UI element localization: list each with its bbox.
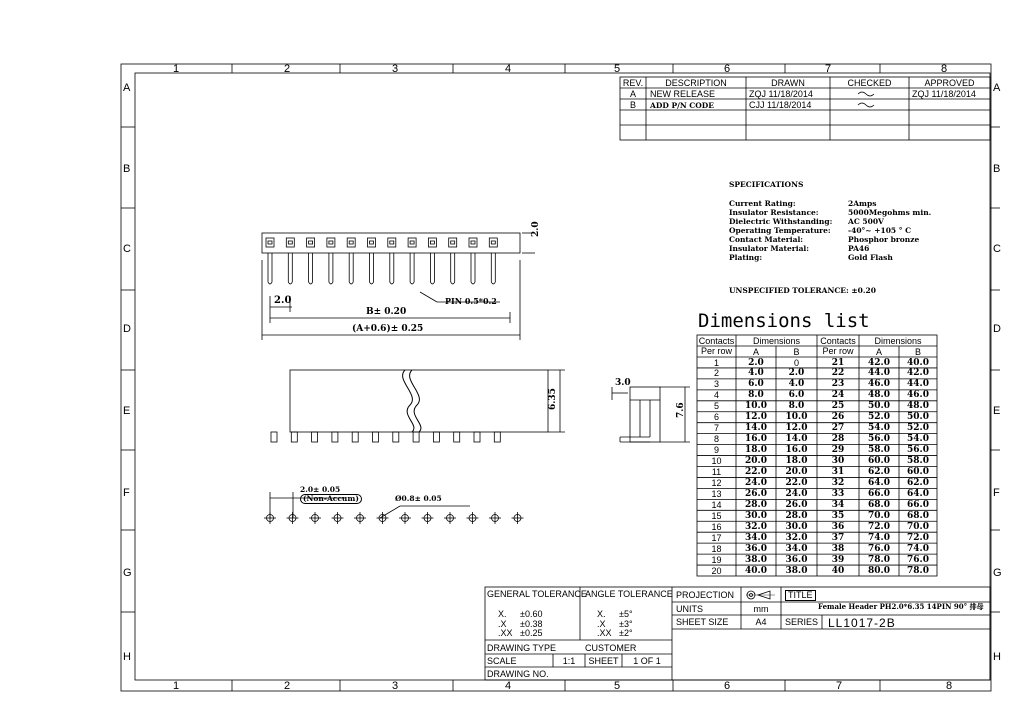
contacts-per-row: 25 xyxy=(831,401,845,412)
contact-cavity xyxy=(469,238,477,247)
dimension-a: 80.0 xyxy=(868,565,890,576)
dim-6-35: 6.35 xyxy=(548,388,558,410)
top-zone-8: 8 xyxy=(941,63,948,75)
dimension-a: 22.0 xyxy=(745,467,767,477)
dim-3-0: 3.0 xyxy=(615,378,631,388)
spec-label: Dielectric Withstanding: xyxy=(729,217,833,226)
contact-cavity-inner xyxy=(491,241,495,244)
dimension-a: 14.0 xyxy=(745,423,767,434)
series-label: SERIES xyxy=(785,617,819,627)
dimension-a: 42.0 xyxy=(868,357,890,368)
dimension-b: 78.0 xyxy=(907,565,929,576)
dimension-a: 48.0 xyxy=(868,390,890,401)
contact-cavity xyxy=(388,238,396,247)
a-tolerance-label: (A+0.6)± 0.25 xyxy=(352,324,424,334)
dimensions-header-right: Dimensions xyxy=(874,336,922,346)
dimension-b: 74.0 xyxy=(907,543,929,554)
dimension-b: 38.0 xyxy=(785,565,808,576)
dimension-a: 4.0 xyxy=(748,368,764,379)
dimension-a: 12.0 xyxy=(745,412,767,423)
top-zone-4: 4 xyxy=(505,63,512,75)
contacts-per-row: 2 xyxy=(713,368,719,379)
side-pin xyxy=(291,432,297,442)
front-pin xyxy=(329,253,333,284)
bottom-zone-3: 3 xyxy=(392,680,399,692)
contacts-per-row: 4 xyxy=(713,390,719,401)
contacts-per-row: 40 xyxy=(831,565,845,576)
contact-cavity-inner xyxy=(288,241,292,244)
at-x-value: ±5° xyxy=(619,609,633,619)
spec-value: AC 500V xyxy=(848,217,884,226)
title-label: TITLE xyxy=(785,590,816,601)
dimension-a: 76.0 xyxy=(868,543,890,554)
dimension-b: 18.0 xyxy=(785,456,808,467)
left-zone-h: H xyxy=(123,651,131,663)
side-pin xyxy=(413,432,419,442)
side-pin xyxy=(474,432,480,442)
gt-x: X. xyxy=(498,609,507,619)
contacts-per-row: 31 xyxy=(831,467,845,477)
dimension-a: 38.0 xyxy=(745,554,767,565)
left-zone-a: A xyxy=(123,82,131,94)
spec-label: Plating: xyxy=(729,253,763,262)
dimension-a: 26.0 xyxy=(745,488,767,499)
gt-dx-value: ±0.38 xyxy=(520,619,543,629)
dimension-b: 68.0 xyxy=(907,510,929,521)
dimension-a: 52.0 xyxy=(868,412,890,423)
dimension-a: 64.0 xyxy=(868,477,890,488)
side-pin xyxy=(393,432,399,442)
contacts-per-row: 17 xyxy=(711,532,722,543)
rev-a-drawn: ZQJ 11/18/2014 xyxy=(749,89,813,99)
contacts-per-row: 12 xyxy=(711,477,722,488)
contact-cavity xyxy=(307,238,315,247)
rev-a-approved: ZQJ 11/18/2014 xyxy=(912,89,976,99)
contacts-per-row: 14 xyxy=(711,499,722,510)
at-dxx-value: ±2° xyxy=(619,628,633,638)
dimension-a: 68.0 xyxy=(868,499,890,510)
contact-cavity xyxy=(428,238,436,247)
dimension-b: 64.0 xyxy=(907,488,929,499)
spec-label: Insulator Material: xyxy=(729,244,810,253)
col-a-left: A xyxy=(752,347,759,357)
contacts-per-row: 11 xyxy=(711,467,722,477)
dimension-b: 2.0 xyxy=(788,368,805,379)
title-value: Female Header PH2.0*6.35 14PIN 90° 排母 xyxy=(818,602,984,611)
dimension-a: 40.0 xyxy=(745,565,767,576)
dimension-a: 20.0 xyxy=(745,456,767,467)
contacts-per-row: 5 xyxy=(713,401,719,412)
top-zone-7: 7 xyxy=(825,63,832,75)
right-zone-a: A xyxy=(993,82,1001,94)
side-pin xyxy=(433,432,439,442)
dimension-b: 76.0 xyxy=(907,554,929,565)
side-pin xyxy=(373,432,379,442)
front-pin xyxy=(491,253,495,284)
dimension-a: 10.0 xyxy=(745,401,767,412)
dimension-a: 78.0 xyxy=(868,554,890,565)
top-zone-3: 3 xyxy=(392,63,399,75)
col-a-right: A xyxy=(875,347,882,357)
dimension-b: 6.0 xyxy=(788,390,805,401)
spec-value: Phosphor bronze xyxy=(848,235,920,244)
contacts-per-row: 29 xyxy=(831,445,845,456)
top-zone-2: 2 xyxy=(284,63,291,75)
front-pin xyxy=(451,253,455,284)
contacts-per-row: 18 xyxy=(711,543,722,554)
right-zone-h: H xyxy=(993,651,1001,663)
dimension-b: 62.0 xyxy=(907,477,929,488)
drawing-type-label: DRAWING TYPE xyxy=(487,643,557,653)
rev-b-description: ADD P/N CODE xyxy=(650,101,715,110)
checked-header: CHECKED xyxy=(847,78,892,88)
dimension-b: 40.0 xyxy=(907,357,929,368)
contacts-per-row: 24 xyxy=(831,390,845,401)
contacts-per-row: 10 xyxy=(711,456,722,467)
right-zone-b: B xyxy=(993,163,1001,175)
dimension-a: 56.0 xyxy=(868,434,890,445)
left-zone-e: E xyxy=(123,405,131,417)
dimension-b: 60.0 xyxy=(907,467,929,477)
spec-value: -40°~ +105 ° C xyxy=(848,226,912,235)
contacts-per-row: 16 xyxy=(711,521,722,532)
b-tolerance-label: B± 0.20 xyxy=(366,307,407,317)
dimension-a: 58.0 xyxy=(868,445,890,456)
contacts-per-row: 6 xyxy=(713,412,719,423)
dimension-a: 28.0 xyxy=(745,499,767,510)
dimension-b: 36.0 xyxy=(785,554,808,565)
dimension-a: 16.0 xyxy=(745,434,767,445)
contact-cavity-inner xyxy=(451,241,455,244)
drawing-no-label: DRAWING NO. xyxy=(487,669,549,679)
top-zone-6: 6 xyxy=(724,63,731,75)
pin-size-label: PIN 0.5*0.2 xyxy=(445,296,497,306)
right-zone-c: C xyxy=(993,243,1001,255)
dimension-a: 32.0 xyxy=(745,521,767,532)
side-pin xyxy=(352,432,358,442)
contact-cavity xyxy=(347,238,355,247)
contacts-per-row: 1 xyxy=(713,357,719,368)
rev-a-description: NEW RELEASE xyxy=(650,89,716,99)
contact-cavity-inner xyxy=(329,241,333,244)
dimension-b: 10.0 xyxy=(785,412,808,423)
front-pin xyxy=(430,253,434,284)
front-pin xyxy=(268,253,272,284)
dimension-a: 74.0 xyxy=(868,532,890,543)
dimension-a: 72.0 xyxy=(868,521,890,532)
contacts-per-row: 9 xyxy=(713,445,719,456)
top-zone-5: 5 xyxy=(614,63,621,75)
contact-cavity xyxy=(327,238,335,247)
bottom-zone-8: 8 xyxy=(946,680,953,692)
at-dx: .X xyxy=(597,619,606,629)
contacts-per-row: 23 xyxy=(831,379,845,390)
dimension-a: 36.0 xyxy=(745,543,767,554)
right-zone-f: F xyxy=(993,487,1000,499)
sheet-size-value: A4 xyxy=(755,617,767,627)
contact-cavity-inner xyxy=(268,241,272,244)
per-row-header-left: Per row xyxy=(700,346,732,356)
contacts-per-row: 36 xyxy=(831,521,845,532)
rev-b: B xyxy=(629,100,636,110)
left-zone-g: G xyxy=(123,567,132,579)
contacts-per-row: 19 xyxy=(711,554,722,565)
side-pin xyxy=(494,432,500,442)
spec-label: Insulator Resistance: xyxy=(729,208,819,217)
pitch-label: 2.0± 0.05 xyxy=(300,485,341,494)
dimension-a: 18.0 xyxy=(745,445,767,456)
bottom-zone-1: 1 xyxy=(173,680,180,692)
gt-dxx-value: ±0.25 xyxy=(520,628,543,638)
dimension-b: 54.0 xyxy=(907,434,929,445)
contacts-per-row: 32 xyxy=(831,477,845,488)
bottom-zone-2: 2 xyxy=(284,680,291,692)
contacts-per-row: 13 xyxy=(711,488,722,499)
dimension-b: 26.0 xyxy=(785,499,808,510)
dimension-b: 4.0 xyxy=(788,379,805,390)
dimension-a: 60.0 xyxy=(868,456,890,467)
drawing-type-value: CUSTOMER xyxy=(585,643,637,653)
contacts-per-row: 22 xyxy=(831,368,845,379)
spec-label: Operating Temperature: xyxy=(729,226,831,235)
contact-cavity xyxy=(368,238,376,247)
dim-2-0-pitch: 2.0 xyxy=(274,295,292,306)
dimension-b: 42.0 xyxy=(907,368,929,379)
dimension-b: 8.0 xyxy=(788,401,805,412)
contacts-per-row: 38 xyxy=(831,543,845,554)
dimension-b: 46.0 xyxy=(907,390,929,401)
dimension-b: 56.0 xyxy=(907,445,929,456)
at-x: X. xyxy=(597,609,606,619)
side-pin xyxy=(454,432,460,442)
per-row-header-right: Per row xyxy=(822,346,854,356)
top-zone-1: 1 xyxy=(173,63,180,75)
contact-cavity xyxy=(286,238,294,247)
dimension-a: 34.0 xyxy=(745,532,767,543)
contacts-header-right: Contacts xyxy=(820,336,856,346)
dimension-b: 32.0 xyxy=(785,532,808,543)
contacts-per-row: 26 xyxy=(831,412,845,423)
dimension-a: 6.0 xyxy=(748,379,764,390)
right-zone-d: D xyxy=(993,323,1001,335)
dimension-a: 62.0 xyxy=(868,467,890,477)
contacts-per-row: 27 xyxy=(831,423,845,434)
left-zone-d: D xyxy=(123,323,131,335)
contact-cavity-inner xyxy=(349,241,353,244)
non-accum-label: (Non-Accum) xyxy=(300,494,362,504)
front-pin xyxy=(288,253,292,284)
units-value: mm xyxy=(753,604,769,614)
series-value: LL1017-2B xyxy=(828,616,896,630)
dimension-a: 44.0 xyxy=(868,368,890,379)
spec-label: Contact Material: xyxy=(729,235,804,244)
spec-label: Current Rating: xyxy=(729,199,796,208)
front-pin xyxy=(390,253,394,284)
units-label: UNITS xyxy=(676,604,703,614)
general-tolerance-label: GENERAL TOLERANCE xyxy=(487,589,587,599)
gt-x-value: ±0.60 xyxy=(520,609,543,619)
dimension-b: 70.0 xyxy=(907,521,929,532)
contacts-per-row: 34 xyxy=(831,499,845,510)
rev-a: A xyxy=(629,89,636,99)
dim-2-0-vertical: 2.0 xyxy=(531,221,541,237)
contacts-per-row: 15 xyxy=(711,510,722,521)
contacts-per-row: 39 xyxy=(831,554,845,565)
dimension-b: 14.0 xyxy=(785,434,808,445)
contact-cavity-inner xyxy=(390,241,394,244)
contact-cavity-inner xyxy=(309,241,313,244)
rev-b-drawn: CJJ 11/18/2014 xyxy=(749,100,812,110)
dimension-b: 24.0 xyxy=(785,488,808,499)
dimension-a: 30.0 xyxy=(745,510,767,521)
dimension-b: 0 xyxy=(793,357,799,368)
contacts-per-row: 33 xyxy=(831,488,845,499)
bottom-zone-4: 4 xyxy=(505,680,512,692)
dimension-b: 34.0 xyxy=(785,543,808,554)
dimension-a: 24.0 xyxy=(745,477,767,488)
dimension-b: 20.0 xyxy=(785,467,808,477)
contacts-per-row: 20 xyxy=(711,565,722,576)
contacts-per-row: 35 xyxy=(831,510,845,521)
projection-label: PROJECTION xyxy=(676,590,735,600)
approved-header: APPROVED xyxy=(924,78,975,88)
dimensions-title: Dimensions list xyxy=(698,310,870,332)
contact-cavity xyxy=(489,238,497,247)
contact-cavity xyxy=(449,238,457,247)
contact-cavity-inner xyxy=(410,241,414,244)
at-dxx: .XX xyxy=(597,628,612,638)
dimension-a: 66.0 xyxy=(868,488,890,499)
dimension-b: 66.0 xyxy=(907,499,929,510)
front-pin xyxy=(309,253,313,284)
dimension-a: 2.0 xyxy=(748,357,764,368)
contacts-per-row: 8 xyxy=(713,434,719,445)
contact-cavity xyxy=(266,238,274,247)
col-b-left: B xyxy=(793,347,800,357)
dimension-b: 52.0 xyxy=(907,423,929,434)
front-pin xyxy=(410,253,414,284)
dimension-b: 44.0 xyxy=(907,379,929,390)
dimension-b: 48.0 xyxy=(907,401,929,412)
contact-cavity-inner xyxy=(471,241,475,244)
contacts-per-row: 28 xyxy=(831,434,845,445)
side-pin xyxy=(312,432,318,442)
dimension-a: 54.0 xyxy=(868,423,890,434)
spec-value: 5000Megohms min. xyxy=(848,208,932,217)
right-zone-e: E xyxy=(993,405,1001,417)
bottom-zone-7: 7 xyxy=(836,680,843,692)
side-pin xyxy=(271,432,277,442)
spec-value: PA46 xyxy=(848,244,870,253)
contacts-per-row: 21 xyxy=(831,357,845,368)
drawn-header: DRAWN xyxy=(771,78,805,88)
contact-cavity-inner xyxy=(370,241,374,244)
dimension-a: 50.0 xyxy=(868,401,890,412)
left-zone-f: F xyxy=(123,487,130,499)
unspecified-tolerance: UNSPECIFIED TOLERANCE: ±0.20 xyxy=(729,286,876,295)
dim-7-6: 7.6 xyxy=(676,402,686,418)
spec-value: Gold Flash xyxy=(848,253,893,262)
at-dx-value: ±3° xyxy=(619,619,633,629)
spec-value: 2Amps xyxy=(848,199,877,208)
dimension-b: 12.0 xyxy=(785,423,808,434)
dimension-b: 22.0 xyxy=(785,477,808,488)
dimension-b: 28.0 xyxy=(785,510,808,521)
dimension-a: 8.0 xyxy=(748,390,764,401)
bottom-zone-5: 5 xyxy=(614,680,621,692)
description-header: DESCRIPTION xyxy=(665,78,727,88)
contact-cavity xyxy=(408,238,416,247)
contacts-per-row: 30 xyxy=(831,456,845,467)
left-zone-c: C xyxy=(123,243,131,255)
side-pin xyxy=(332,432,338,442)
angle-tolerance-label: ANGLE TOLERANCE xyxy=(585,589,673,599)
scale-value: 1:1 xyxy=(562,656,576,666)
dimension-b: 58.0 xyxy=(907,456,929,467)
sheet-label: SHEET xyxy=(588,656,619,666)
front-pin xyxy=(349,253,353,284)
contacts-per-row: 3 xyxy=(713,379,719,390)
gt-dx: .X xyxy=(498,619,507,629)
dimension-b: 30.0 xyxy=(785,521,808,532)
front-pin xyxy=(370,253,374,284)
dimension-b: 16.0 xyxy=(785,445,808,456)
dimensions-header-left: Dimensions xyxy=(752,336,801,346)
dimension-a: 46.0 xyxy=(868,379,890,390)
sheet-size-label: SHEET SIZE xyxy=(676,617,729,627)
contacts-per-row: 7 xyxy=(713,423,719,434)
scale-label: SCALE xyxy=(487,656,517,666)
contact-cavity-inner xyxy=(430,241,434,244)
contacts-header-left: Contacts xyxy=(698,336,735,346)
dimension-b: 72.0 xyxy=(907,532,929,543)
front-pin xyxy=(471,253,475,284)
contacts-per-row: 37 xyxy=(831,532,845,543)
dimension-b: 50.0 xyxy=(907,412,929,423)
dimension-a: 70.0 xyxy=(868,510,890,521)
left-zone-b: B xyxy=(123,163,131,175)
bottom-zone-6: 6 xyxy=(724,680,731,692)
col-b-right: B xyxy=(914,347,921,357)
gt-dxx: .XX xyxy=(498,628,513,638)
spec-title: SPECIFICATIONS xyxy=(729,180,804,189)
rev-header: REV. xyxy=(622,78,644,88)
hole-label: Ø0.8± 0.05 xyxy=(395,494,442,503)
right-zone-g: G xyxy=(993,567,1002,579)
sheet-value: 1 OF 1 xyxy=(633,656,661,666)
